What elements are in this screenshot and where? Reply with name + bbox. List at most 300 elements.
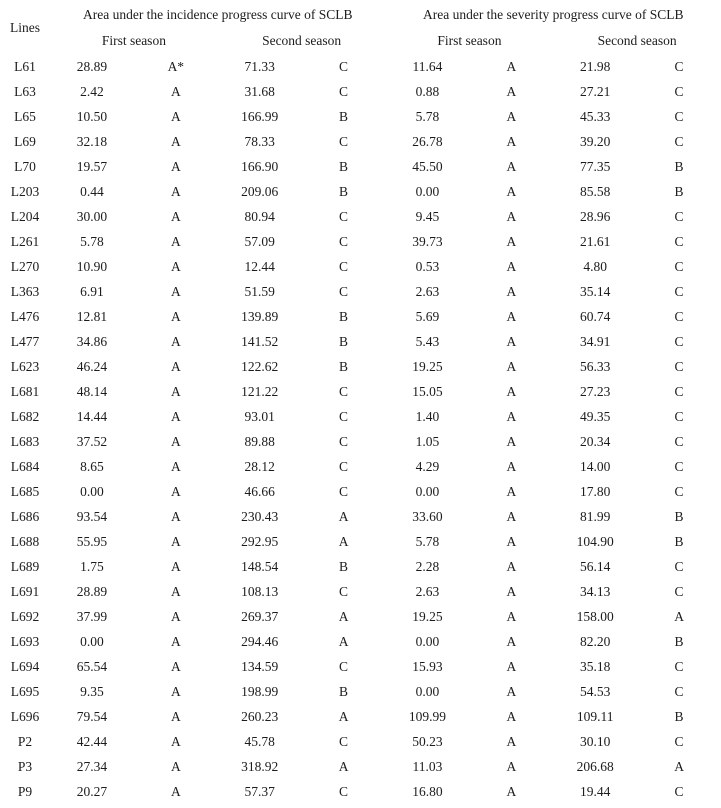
auc-value-cell: 15.05: [412, 384, 443, 399]
line-label: L681: [10, 384, 40, 399]
duncan-group-cell: A: [506, 434, 517, 449]
table-row: [0, 279, 721, 304]
auc-value-cell: 78.33: [244, 134, 275, 149]
duncan-group-cell: A: [506, 59, 517, 74]
duncan-group-cell: C: [674, 784, 684, 799]
duncan-group-cell: A: [170, 559, 181, 574]
duncan-group-cell: A: [170, 434, 181, 449]
auc-value-cell: 28.12: [244, 459, 275, 474]
auc-value-cell: 27.34: [76, 759, 108, 774]
auc-value-cell: 85.58: [580, 184, 611, 199]
duncan-group-cell: C: [339, 659, 349, 674]
duncan-group-cell: C: [674, 484, 684, 499]
duncan-group-cell: A: [506, 634, 517, 649]
line-label: L69: [14, 134, 36, 149]
duncan-group-cell: B: [674, 184, 684, 199]
auc-value-cell: 45.50: [412, 159, 443, 174]
line-label: L688: [10, 534, 40, 549]
season-header-row: [0, 28, 721, 54]
auc-value-cell: 49.35: [580, 409, 611, 424]
auc-value-cell: 2.63: [415, 584, 440, 599]
table-row: [0, 779, 721, 804]
table-row: [0, 54, 721, 79]
auc-value-cell: 269.37: [241, 609, 279, 624]
duncan-group-cell: A: [506, 284, 517, 299]
auc-value-cell: 77.35: [580, 159, 611, 174]
auc-value-cell: 27.23: [580, 384, 611, 399]
auc-value-cell: 21.61: [580, 234, 611, 249]
duncan-group-cell: A: [506, 484, 517, 499]
duncan-group-cell: C: [339, 134, 349, 149]
auc-value-cell: 4.80: [583, 259, 607, 274]
duncan-group-cell: A: [170, 84, 181, 99]
table-row: [0, 754, 721, 779]
table-row: [0, 204, 721, 229]
duncan-group-cell: A: [506, 684, 517, 699]
auc-value-cell: 79.54: [76, 709, 108, 724]
duncan-group-cell: C: [674, 409, 684, 424]
auc-value-cell: 109.99: [408, 709, 446, 724]
duncan-group-cell: C: [674, 384, 684, 399]
incidence-second-season-header: Second season: [262, 33, 342, 48]
auc-value-cell: 16.80: [412, 784, 443, 799]
auc-value-cell: 17.80: [580, 484, 611, 499]
duncan-group-cell: A: [506, 384, 517, 399]
duncan-group-cell: A: [338, 759, 349, 774]
duncan-group-cell: B: [339, 309, 349, 324]
auc-value-cell: 28.89: [76, 59, 108, 74]
duncan-group-cell: C: [339, 59, 349, 74]
auc-value-cell: 28.96: [580, 209, 611, 224]
duncan-group-cell: B: [674, 509, 684, 524]
table-row: [0, 304, 721, 329]
auc-value-cell: 33.60: [412, 509, 443, 524]
table-row: [0, 104, 721, 129]
duncan-group-cell: A: [506, 84, 517, 99]
auc-value-cell: 0.00: [415, 684, 440, 699]
line-label: L63: [14, 84, 36, 99]
table-row: [0, 729, 721, 754]
auc-value-cell: 31.68: [244, 84, 275, 99]
auc-value-cell: 0.00: [80, 484, 104, 499]
duncan-group-cell: A: [506, 559, 517, 574]
duncan-group-cell: A: [338, 509, 349, 524]
duncan-group-cell: B: [339, 159, 349, 174]
table-row: [0, 379, 721, 404]
table-row: [0, 479, 721, 504]
auc-value-cell: 26.78: [412, 134, 443, 149]
severity-second-season-header: Second season: [597, 33, 677, 48]
table-row: [0, 504, 721, 529]
duncan-group-cell: B: [339, 184, 349, 199]
duncan-group-cell: A: [338, 609, 349, 624]
line-label: L684: [10, 459, 40, 474]
auc-value-cell: 0.00: [415, 184, 440, 199]
auc-value-cell: 134.59: [241, 659, 279, 674]
table-row: [0, 229, 721, 254]
duncan-group-cell: C: [339, 284, 349, 299]
duncan-group-cell: C: [339, 734, 349, 749]
table-row: [0, 654, 721, 679]
table-row: [0, 704, 721, 729]
duncan-group-cell: A: [506, 709, 517, 724]
duncan-group-cell: A: [170, 334, 181, 349]
auc-value-cell: 5.78: [415, 534, 440, 549]
duncan-group-cell: C: [674, 59, 684, 74]
duncan-group-cell: A: [506, 109, 517, 124]
auc-value-cell: 30.00: [76, 209, 108, 224]
auc-value-cell: 0.00: [415, 634, 440, 649]
table-row: [0, 529, 721, 554]
duncan-group-cell: B: [674, 709, 684, 724]
duncan-group-cell: A: [506, 459, 517, 474]
auc-value-cell: 292.95: [241, 534, 279, 549]
auc-value-cell: 51.59: [244, 284, 275, 299]
table-row: [0, 554, 721, 579]
duncan-group-cell: A: [170, 609, 181, 624]
auc-value-cell: 39.73: [412, 234, 443, 249]
duncan-group-cell: A: [170, 534, 181, 549]
line-label: L685: [10, 484, 40, 499]
line-label: L270: [10, 259, 40, 274]
auc-value-cell: 294.46: [241, 634, 279, 649]
duncan-group-cell: A: [338, 634, 349, 649]
duncan-group-cell: A: [506, 359, 517, 374]
table-row: [0, 179, 721, 204]
auc-value-cell: 9.45: [415, 209, 440, 224]
line-label: P3: [17, 759, 33, 774]
duncan-group-cell: A: [170, 309, 181, 324]
duncan-group-cell: A: [506, 659, 517, 674]
auc-value-cell: 71.33: [244, 59, 275, 74]
table-header: [0, 2, 721, 54]
auc-value-cell: 89.88: [244, 434, 275, 449]
auc-value-cell: 27.21: [580, 84, 611, 99]
auc-value-cell: 122.62: [241, 359, 279, 374]
line-label: L693: [10, 634, 40, 649]
auc-value-cell: 42.44: [76, 734, 108, 749]
duncan-group-cell: B: [674, 634, 684, 649]
duncan-group-cell: A: [170, 109, 181, 124]
duncan-group-cell: B: [339, 684, 349, 699]
auc-value-cell: 10.90: [76, 259, 108, 274]
severity-first-season-header: First season: [437, 33, 502, 48]
duncan-group-cell: A: [506, 534, 517, 549]
duncan-group-cell: C: [674, 309, 684, 324]
duncan-group-cell: C: [674, 334, 684, 349]
auc-value-cell: 14.44: [76, 409, 108, 424]
auc-value-cell: 30.10: [580, 734, 611, 749]
duncan-group-cell: C: [339, 234, 349, 249]
auc-value-cell: 5.78: [415, 109, 440, 124]
duncan-group-cell: A: [506, 759, 517, 774]
duncan-group-cell: C: [674, 259, 684, 274]
line-label: L477: [10, 334, 40, 349]
duncan-group-cell: C: [339, 384, 349, 399]
duncan-group-cell: C: [339, 259, 349, 274]
line-label: L683: [10, 434, 40, 449]
auc-value-cell: 15.93: [412, 659, 443, 674]
auc-value-cell: 46.24: [76, 359, 108, 374]
line-label: L694: [10, 659, 40, 674]
lines-column-header: Lines: [10, 20, 40, 35]
duncan-group-cell: A: [170, 709, 181, 724]
duncan-group-cell: A: [170, 134, 181, 149]
auc-value-cell: 2.63: [415, 284, 440, 299]
auc-value-cell: 19.57: [76, 159, 108, 174]
auc-value-cell: 158.00: [576, 609, 614, 624]
group-header-row: [0, 2, 721, 28]
auc-value-cell: 141.52: [241, 334, 279, 349]
auc-value-cell: 0.00: [80, 634, 104, 649]
auc-value-cell: 65.54: [76, 659, 108, 674]
duncan-group-cell: C: [674, 284, 684, 299]
line-label: L70: [14, 159, 36, 174]
duncan-group-cell: C: [339, 209, 349, 224]
duncan-group-cell: B: [339, 559, 349, 574]
auc-value-cell: 209.06: [241, 184, 279, 199]
duncan-group-cell: C: [674, 84, 684, 99]
duncan-group-cell: A*: [167, 59, 185, 74]
auc-value-cell: 318.92: [241, 759, 279, 774]
duncan-group-cell: C: [674, 459, 684, 474]
duncan-group-cell: C: [674, 434, 684, 449]
auc-value-cell: 4.29: [415, 459, 440, 474]
table-row: [0, 579, 721, 604]
auc-value-cell: 5.78: [80, 234, 104, 249]
duncan-group-cell: B: [339, 109, 349, 124]
table-row: [0, 454, 721, 479]
auc-value-cell: 19.44: [580, 784, 611, 799]
duncan-group-cell: C: [674, 359, 684, 374]
duncan-group-cell: C: [674, 659, 684, 674]
auc-value-cell: 139.89: [241, 309, 279, 324]
duncan-group-cell: A: [170, 509, 181, 524]
duncan-group-cell: A: [170, 634, 181, 649]
duncan-group-cell: A: [170, 159, 181, 174]
auc-value-cell: 54.53: [580, 684, 611, 699]
auc-value-cell: 19.25: [412, 609, 443, 624]
table-row: [0, 404, 721, 429]
table-row: [0, 629, 721, 654]
duncan-group-cell: C: [674, 559, 684, 574]
line-label: L692: [10, 609, 40, 624]
duncan-group-cell: A: [506, 584, 517, 599]
auc-value-cell: 93.54: [76, 509, 108, 524]
duncan-group-cell: C: [674, 234, 684, 249]
duncan-group-cell: A: [506, 309, 517, 324]
auc-value-cell: 35.14: [580, 284, 611, 299]
duncan-group-cell: C: [674, 134, 684, 149]
auc-value-cell: 60.74: [580, 309, 611, 324]
auc-value-cell: 104.90: [576, 534, 614, 549]
auc-value-cell: 19.25: [412, 359, 443, 374]
auc-value-cell: 2.42: [80, 84, 104, 99]
duncan-group-cell: A: [170, 484, 181, 499]
line-label: L65: [14, 109, 36, 124]
auc-value-cell: 206.68: [576, 759, 614, 774]
duncan-group-cell: A: [506, 409, 517, 424]
line-label: L691: [10, 584, 40, 599]
duncan-group-cell: A: [170, 659, 181, 674]
duncan-group-cell: A: [170, 209, 181, 224]
auc-value-cell: 20.34: [580, 434, 611, 449]
line-label: L363: [10, 284, 40, 299]
duncan-group-cell: A: [506, 234, 517, 249]
auc-value-cell: 6.91: [80, 284, 104, 299]
duncan-group-cell: A: [170, 184, 181, 199]
duncan-group-cell: C: [339, 784, 349, 799]
duncan-group-cell: A: [506, 609, 517, 624]
duncan-group-cell: A: [506, 734, 517, 749]
auc-value-cell: 0.53: [415, 259, 440, 274]
duncan-group-cell: A: [170, 459, 181, 474]
duncan-group-cell: A: [506, 784, 517, 799]
line-label: L476: [10, 309, 40, 324]
line-label: L261: [10, 234, 40, 249]
auc-value-cell: 10.50: [76, 109, 108, 124]
duncan-group-cell: A: [338, 709, 349, 724]
auc-value-cell: 1.75: [80, 559, 104, 574]
auc-value-cell: 39.20: [580, 134, 611, 149]
auc-value-cell: 50.23: [412, 734, 443, 749]
line-label: P9: [17, 784, 33, 799]
table-row: [0, 154, 721, 179]
duncan-group-cell: C: [339, 584, 349, 599]
auc-value-cell: 34.91: [580, 334, 611, 349]
auc-value-cell: 57.37: [244, 784, 275, 799]
incidence-group-header: Area under the incidence progress curve of SCLB: [82, 7, 353, 22]
line-label: L203: [10, 184, 40, 199]
duncan-group-cell: C: [339, 434, 349, 449]
duncan-group-cell: A: [506, 509, 517, 524]
auc-value-cell: 148.54: [241, 559, 279, 574]
duncan-group-cell: A: [506, 209, 517, 224]
duncan-group-cell: A: [170, 384, 181, 399]
duncan-group-cell: B: [339, 359, 349, 374]
auc-value-cell: 82.20: [580, 634, 611, 649]
line-label: L686: [10, 509, 40, 524]
auc-value-cell: 198.99: [241, 684, 279, 699]
duncan-group-cell: C: [339, 84, 349, 99]
duncan-group-cell: B: [674, 159, 684, 174]
auc-value-cell: 56.33: [580, 359, 611, 374]
duncan-group-cell: B: [674, 534, 684, 549]
duncan-group-cell: A: [170, 759, 181, 774]
auc-value-cell: 56.14: [580, 559, 611, 574]
auc-value-cell: 166.90: [241, 159, 279, 174]
auc-value-cell: 2.28: [415, 559, 440, 574]
auc-value-cell: 166.99: [241, 109, 279, 124]
auc-value-cell: 230.43: [241, 509, 279, 524]
auc-value-cell: 32.18: [76, 134, 108, 149]
line-label: L696: [10, 709, 40, 724]
auc-value-cell: 109.11: [576, 709, 614, 724]
duncan-group-cell: C: [674, 584, 684, 599]
duncan-group-cell: A: [170, 234, 181, 249]
auc-value-cell: 34.13: [580, 584, 611, 599]
auc-value-cell: 1.05: [415, 434, 440, 449]
table-row: [0, 129, 721, 154]
auc-value-cell: 93.01: [244, 409, 275, 424]
auc-value-cell: 21.98: [580, 59, 611, 74]
auc-value-cell: 1.40: [415, 409, 440, 424]
duncan-group-cell: C: [674, 109, 684, 124]
auc-value-cell: 34.86: [76, 334, 108, 349]
line-label: L695: [10, 684, 40, 699]
duncan-group-cell: C: [674, 209, 684, 224]
duncan-group-cell: A: [506, 334, 517, 349]
auc-value-cell: 12.44: [244, 259, 275, 274]
auc-value-cell: 108.13: [241, 584, 279, 599]
duncan-group-cell: A: [170, 284, 181, 299]
auc-value-cell: 37.99: [76, 609, 108, 624]
auc-value-cell: 81.99: [580, 509, 611, 524]
auc-value-cell: 8.65: [80, 459, 104, 474]
table-row: [0, 354, 721, 379]
line-label: L682: [10, 409, 40, 424]
duncan-group-cell: B: [339, 334, 349, 349]
duncan-group-cell: A: [170, 784, 181, 799]
duncan-group-cell: A: [170, 359, 181, 374]
auc-value-cell: 121.22: [241, 384, 279, 399]
table-body: [0, 54, 721, 804]
auc-value-cell: 57.09: [244, 234, 275, 249]
line-label: L204: [10, 209, 40, 224]
auc-value-cell: 14.00: [580, 459, 611, 474]
auc-value-cell: 0.00: [415, 484, 440, 499]
auc-value-cell: 45.33: [580, 109, 611, 124]
duncan-group-cell: A: [674, 609, 684, 624]
auc-value-cell: 0.44: [80, 184, 104, 199]
auc-value-cell: 37.52: [76, 434, 108, 449]
sclb-auc-table: [0, 2, 721, 804]
auc-value-cell: 12.81: [76, 309, 108, 324]
duncan-group-cell: A: [338, 534, 349, 549]
duncan-group-cell: A: [170, 734, 181, 749]
table-row: [0, 679, 721, 704]
duncan-group-cell: A: [506, 259, 517, 274]
auc-value-cell: 46.66: [244, 484, 275, 499]
duncan-group-cell: A: [170, 409, 181, 424]
duncan-group-cell: C: [674, 734, 684, 749]
auc-value-cell: 9.35: [80, 684, 104, 699]
auc-value-cell: 0.88: [415, 84, 440, 99]
duncan-group-cell: C: [339, 459, 349, 474]
duncan-group-cell: A: [170, 584, 181, 599]
severity-group-header: Area under the severity progress curve of SCLB: [422, 7, 684, 22]
auc-value-cell: 5.69: [415, 309, 440, 324]
duncan-group-cell: C: [674, 684, 684, 699]
auc-value-cell: 55.95: [76, 534, 108, 549]
auc-value-cell: 11.03: [412, 759, 443, 774]
table-row: [0, 604, 721, 629]
auc-value-cell: 20.27: [76, 784, 108, 799]
table-row: [0, 329, 721, 354]
auc-value-cell: 35.18: [580, 659, 611, 674]
table-row: [0, 429, 721, 454]
duncan-group-cell: C: [339, 409, 349, 424]
duncan-group-cell: A: [170, 684, 181, 699]
auc-value-cell: 80.94: [244, 209, 275, 224]
auc-value-cell: 28.89: [76, 584, 108, 599]
duncan-group-cell: A: [674, 759, 684, 774]
line-label: L689: [10, 559, 40, 574]
auc-value-cell: 45.78: [244, 734, 275, 749]
table-row: [0, 79, 721, 104]
duncan-group-cell: A: [170, 259, 181, 274]
auc-value-cell: 260.23: [241, 709, 279, 724]
